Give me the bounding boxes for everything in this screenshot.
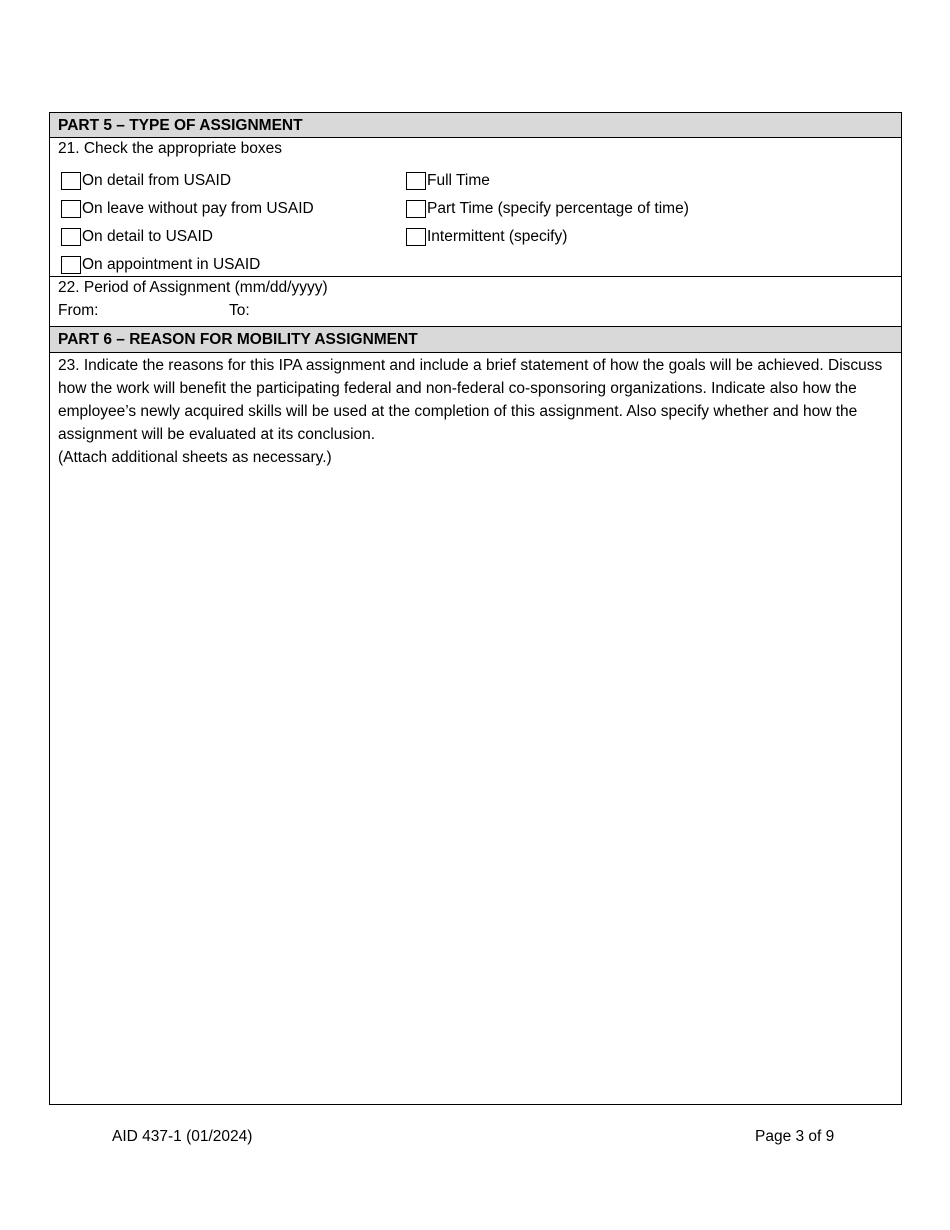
option-label: Intermittent (specify): [427, 228, 568, 245]
option-intermittent[interactable]: [406, 227, 567, 247]
checkbox[interactable]: [61, 256, 81, 274]
divider: [50, 137, 901, 138]
divider: [50, 276, 901, 277]
option-label: On detail from USAID: [82, 172, 232, 189]
option-label: On leave without pay from USAID: [82, 200, 314, 217]
from-label: From:: [58, 302, 99, 319]
checkbox[interactable]: [406, 200, 426, 218]
checkbox[interactable]: [61, 200, 81, 218]
option-label: Part Time (specify percentage of time): [427, 200, 689, 217]
checkbox[interactable]: [61, 172, 81, 190]
q23-instructions: [58, 354, 888, 469]
form-id: AID 437-1 (01/2024): [112, 1128, 253, 1145]
divider: [50, 352, 901, 353]
option-on-appointment-in-usaid[interactable]: [61, 255, 260, 275]
ipa-form-page: [49, 112, 902, 1105]
option-part-time[interactable]: [406, 199, 689, 219]
part6-header: PART 6 – REASON FOR MOBILITY ASSIGNMENT: [50, 327, 901, 352]
q21-label: 21. Check the appropriate boxes: [58, 140, 283, 157]
checkbox[interactable]: [406, 228, 426, 246]
from-date-field[interactable]: [106, 302, 226, 322]
page-number: Page 3 of 9: [755, 1128, 835, 1145]
option-label: On appointment in USAID: [82, 256, 261, 273]
checkbox[interactable]: [406, 172, 426, 190]
q23-text: 23. Indicate the reasons for this IPA assignment and include a brief statement of how the goals will be achieved. Discuss how the work will benefit the participating federal and non-federal co-sponsoring organizations. Indicate also how the employee’s newly acquired skills will be used at the completion of this assignment. Also specify whether and how the assignment will be evaluated at its conclusion.: [58, 357, 883, 443]
checkbox[interactable]: [61, 228, 81, 246]
option-on-detail-from-usaid[interactable]: [61, 171, 231, 191]
option-lwop-from-usaid[interactable]: [61, 199, 314, 219]
option-on-detail-to-usaid[interactable]: [61, 227, 213, 247]
to-label: To:: [229, 302, 250, 319]
q22-label: 22. Period of Assignment (mm/dd/yyyy): [58, 279, 328, 296]
option-label: On detail to USAID: [82, 228, 213, 245]
to-date-field[interactable]: [254, 302, 414, 322]
q23-note: (Attach additional sheets as necessary.): [58, 449, 332, 466]
q23-answer-area[interactable]: [51, 473, 899, 1101]
option-full-time[interactable]: [406, 171, 490, 191]
option-label: Full Time: [427, 172, 490, 189]
part5-header: PART 5 – TYPE OF ASSIGNMENT: [50, 113, 901, 138]
